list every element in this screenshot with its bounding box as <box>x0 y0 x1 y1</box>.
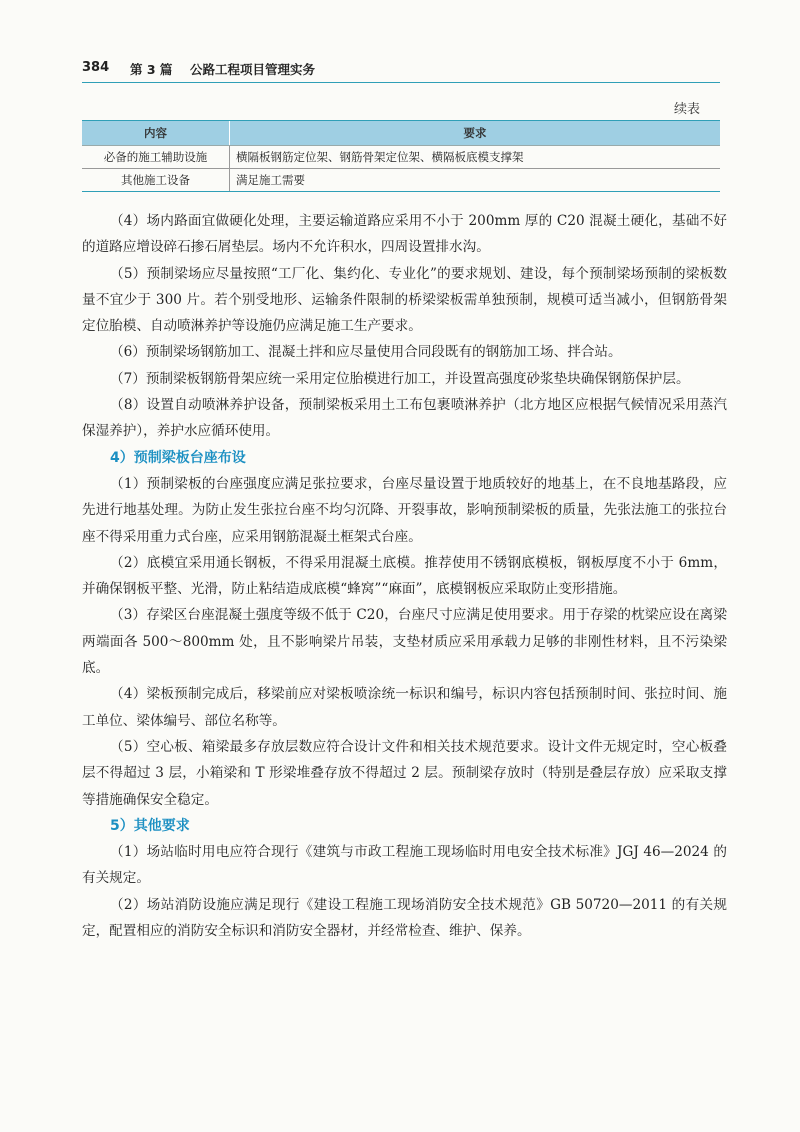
continued-label: 续表 <box>673 102 700 117</box>
section-heading: 4）预制梁板台座布设 <box>110 449 246 466</box>
table-cell: 横隔板钢筋定位架、钢筋骨架定位架、横隔板底模支撑架 <box>230 146 721 169</box>
table-cell: 必备的施工辅助设施 <box>82 146 230 169</box>
paragraph: （7）预制梁板钢筋骨架应统一采用定位胎模进行加工，并设置高强度砂浆垫块确保钢筋保护层。 <box>110 370 690 387</box>
paragraph: （8）设置自动喷淋养护设备，预制梁板采用土工布包裹喷淋养护（北方地区应根据气候情况采用蒸汽保湿养护），养护水应循环使用。 <box>82 397 727 440</box>
table-header-content: 内容 <box>82 121 230 146</box>
requirements-table <box>82 120 720 192</box>
paragraph: （1）预制梁板的台座强度应满足张拉要求，台座尽量设置于地质较好的地基上，在不良地基路段，应先进行地基处理。为防止发生张拉台座不均匀沉降、开裂事故，影响预制梁板的质量，先张法施工的张拉台座不得采用重力式台座，应采用钢筋混凝土框架式台座。 <box>82 475 727 545</box>
paragraph: （2）底模宜采用通长钢板，不得采用混凝土底模。推荐使用不锈钢底模板，钢板厚度不小于 6mm，并确保钢板平整、光滑，防止粘结造成底模“蜂窝”“麻面”，底模钢板应采取防止变形措施。 <box>82 554 727 598</box>
table-row <box>82 169 720 192</box>
book-title: 公路工程项目管理实务 <box>190 62 316 77</box>
table-header-requirement: 要求 <box>230 121 721 146</box>
paragraph: （5）空心板、箱梁最多存放层数应符合设计文件和相关技术规范要求。设计文件无规定时，空心板叠层不得超过 3 层，小箱梁和 T 形梁堆叠存放不得超过 2 层。预制梁存放时（特别是叠层存放）应采取支撑等措施确保安全稳定。 <box>82 738 727 808</box>
paragraph: （4）场内路面宜做硬化处理，主要运输道路应采用不小于 200mm 厚的 C20 混凝土硬化，基础不好的道路应增设碎石掺石屑垫层。场内不允许积水，四周设置排水沟。 <box>82 213 727 256</box>
table-header-row <box>82 121 720 146</box>
paragraph: （5）预制梁场应尽量按照“工厂化、集约化、专业化”的要求规划、建设，每个预制梁场预制的梁板数量不宜少于 300 片。若个别受地形、运输条件限制的桥梁梁板需单独预制，规模可适当减小，但钢筋骨架定位胎模、自动喷淋养护等设施仍应满足施工生产要求。 <box>82 265 727 335</box>
paragraph: （3）存梁区台座混凝土强度等级不低于 C20，台座尺寸应满足使用要求。用于存梁的枕梁应设在离梁两端面各 500～800mm 处，且不影响梁片吊装，支垫材质应采用承载力足够的非刚性材料，且不污染梁底。 <box>82 607 727 677</box>
header-rule <box>82 82 720 83</box>
section-heading: 5）其他要求 <box>110 817 190 834</box>
paragraph: （2）场站消防设施应满足现行《建设工程施工现场消防安全技术规范》GB 50720—2011 的有关规定，配置相应的消防安全标识和消防安全器材，并经常检查、维护、保养。 <box>82 896 727 940</box>
table-row <box>82 146 720 169</box>
table-cell: 满足施工需要 <box>230 169 721 192</box>
paragraph: （6）预制梁场钢筋加工、混凝土拌和应尽量使用合同段既有的钢筋加工场、拌合站。 <box>110 344 622 361</box>
table-cell: 其他施工设备 <box>82 169 230 192</box>
body-text <box>82 208 727 944</box>
section-label: 第 3 篇 <box>130 62 173 77</box>
page-number: 384 <box>82 60 110 75</box>
paragraph: （4）梁板预制完成后，移梁前应对梁板喷涂统一标识和编号，标识内容包括预制时间、张拉时间、施工单位、梁体编号、部位名称等。 <box>82 686 727 729</box>
paragraph: （1）场站临时用电应符合现行《建筑与市政工程施工现场临时用电安全技术标准》JGJ 46—2024 的有关规定。 <box>82 844 727 887</box>
page-header <box>0 58 800 80</box>
